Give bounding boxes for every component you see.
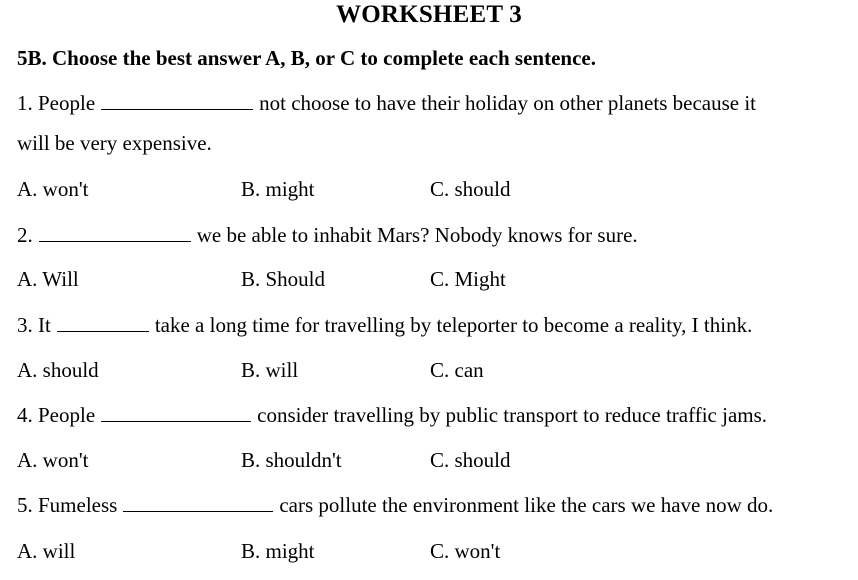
question-3-text-after: take a long time for travelling by teleporter to become a reality, I think. [154, 313, 753, 337]
question-3-options [17, 357, 617, 383]
question-2-option-b: B. Should [241, 267, 326, 291]
question-1-options [17, 176, 617, 202]
question-3-option-b: B. will [241, 358, 299, 382]
question-4-options [17, 447, 617, 473]
question-5-option-a: A. will [17, 539, 76, 563]
question-2-text-before: 2. [17, 223, 33, 247]
question-3 [17, 312, 752, 338]
question-3-option-c: C. can [430, 358, 484, 382]
question-5 [17, 492, 773, 518]
question-1-text-before: 1. People [17, 91, 96, 115]
question-3-text-before: 3. It [17, 313, 51, 337]
question-2-blank [39, 224, 191, 242]
question-4-option-c: C. should [430, 448, 511, 472]
exercise-instruction: 5B. Choose the best answer A, B, or C to complete each sentence. [17, 46, 596, 70]
question-3-option-a: A. should [17, 358, 99, 382]
question-1 [17, 90, 756, 116]
question-2-options [17, 266, 617, 292]
question-1-blank [101, 92, 253, 110]
question-5-blank [123, 494, 273, 512]
question-4-text-before: 4. People [17, 403, 96, 427]
question-1-option-c: C. should [430, 177, 511, 201]
question-4-blank [101, 404, 251, 422]
question-4 [17, 402, 767, 428]
question-5-text-before: 5. Fumeless [17, 493, 118, 517]
question-1-option-a: A. won't [17, 177, 89, 201]
question-4-text-after: consider travelling by public transport to reduce traffic jams. [257, 403, 768, 427]
worksheet-title: WORKSHEET 3 [336, 1, 522, 28]
question-5-option-c: C. won't [430, 539, 501, 563]
question-1-text-after: not choose to have their holiday on other planets because it [259, 91, 757, 115]
question-1-continuation: will be very expensive. [17, 131, 212, 155]
question-4-option-a: A. won't [17, 448, 89, 472]
question-2 [17, 222, 638, 248]
question-2-option-c: C. Might [430, 267, 506, 291]
question-4-option-b: B. shouldn't [241, 448, 342, 472]
question-2-option-a: A. Will [17, 267, 79, 291]
question-2-text-after: we be able to inhabit Mars? Nobody knows for sure. [196, 223, 638, 247]
question-3-blank [57, 314, 149, 332]
question-5-text-after: cars pollute the environment like the cars we have now do. [279, 493, 774, 517]
question-5-options [17, 538, 617, 564]
question-5-option-b: B. might [241, 539, 315, 563]
question-1-option-b: B. might [241, 177, 315, 201]
